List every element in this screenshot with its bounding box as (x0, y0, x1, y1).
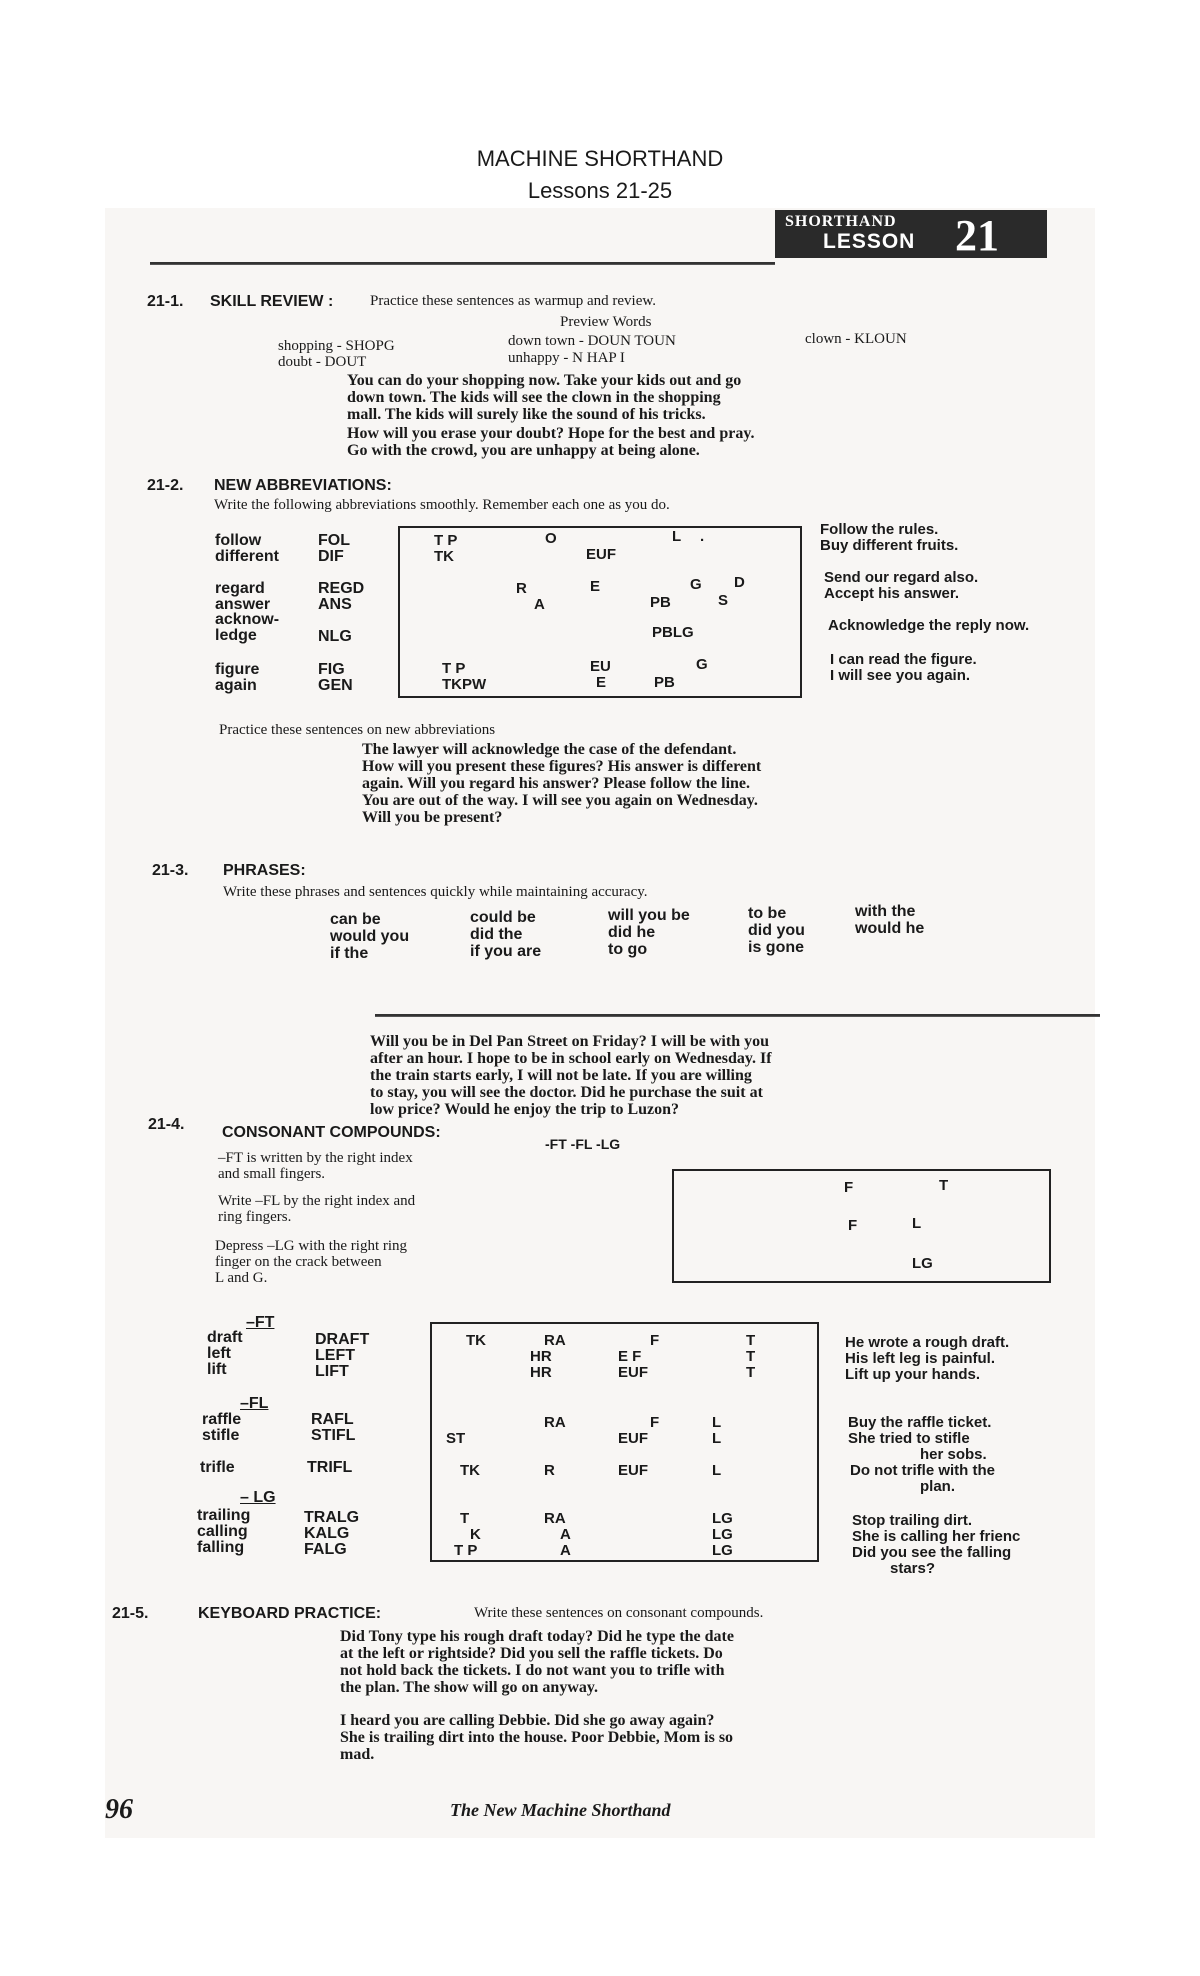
steno-key: F (650, 1332, 660, 1349)
steno-key: HR (530, 1348, 552, 1365)
phrase: could be (470, 909, 536, 926)
preview-word: down town - DOUN TOUN (508, 333, 676, 349)
compound-word: draft (207, 1329, 243, 1346)
abbr-outline: DIF (318, 548, 344, 565)
steno-key: G (690, 576, 702, 593)
phrase: will you be (608, 907, 690, 924)
steno-key: R (544, 1462, 555, 1479)
abbr-outline: FOL (318, 532, 350, 549)
compound-steno-box (430, 1322, 819, 1562)
abbr-word: acknow- ledge (215, 611, 280, 644)
compound-outline: TRALG (304, 1509, 360, 1526)
compound-outline: STIFL (311, 1427, 356, 1444)
compound-word: calling (197, 1523, 248, 1540)
abbr-outline: ANS (318, 596, 352, 613)
compound-outline: KALG (304, 1525, 350, 1542)
subheading-fl: –FL (240, 1395, 269, 1412)
phrase: to be (748, 905, 787, 922)
steno-key: PB (650, 594, 671, 611)
phrase: to go (608, 941, 648, 958)
compound-example: stars? (890, 1560, 936, 1577)
abbr-example: Buy different fruits. (820, 537, 959, 554)
steno-key: EUF (586, 546, 616, 563)
preview-word: clown - KLOUN (805, 331, 907, 347)
compound-outline: TRIFL (307, 1459, 353, 1476)
s5-paragraph-2: I heard you are calling Debbie. Did she go away again? She is trailing dirt into the house. Poor Debbie, Mom is so mad. (340, 1712, 734, 1763)
phrase: would he (855, 920, 925, 937)
abbr-word: different (215, 548, 279, 565)
abbr-example: Send our regard also. (824, 569, 979, 586)
compound-outline: RAFL (311, 1411, 354, 1428)
steno-key: EUF (618, 1462, 648, 1479)
steno-key: F (650, 1414, 660, 1431)
steno-key: T P (434, 532, 458, 549)
compound-word: trailing (197, 1507, 251, 1524)
compound-example: He wrote a rough draft. (845, 1334, 1010, 1351)
badge-number: 21 (955, 211, 999, 260)
compound-word: stifle (202, 1427, 240, 1444)
lesson-badge (775, 210, 1047, 258)
steno-key: T (746, 1348, 756, 1365)
abbr-example: Follow the rules. (820, 521, 939, 538)
steno-key: L (712, 1430, 722, 1447)
steno-key: EU (590, 658, 611, 675)
s2-instructions: Write the following abbreviations smoothly. Remember each one as you do. (214, 497, 670, 513)
compound-outline: DRAFT (315, 1331, 370, 1348)
s4-number: 21-4. (148, 1116, 185, 1133)
steno-key: TKPW (442, 676, 487, 693)
steno-key: A (534, 596, 545, 613)
steno-key: HR (530, 1364, 552, 1381)
compound-outline: LIFT (315, 1363, 349, 1380)
s2-number: 21-2. (147, 477, 184, 494)
compound-word: trifle (200, 1459, 235, 1476)
phrase: if the (330, 945, 369, 962)
steno-key: RA (544, 1332, 566, 1349)
phrase: did the (470, 926, 523, 943)
compound-example: plan. (920, 1478, 956, 1495)
steno-key: TK (434, 548, 454, 565)
compound-outline: FALG (304, 1541, 347, 1558)
compound-word: raffle (202, 1411, 242, 1428)
s3-instructions: Write these phrases and sentences quickly while maintaining accuracy. (223, 884, 648, 900)
steno-key: ST (446, 1430, 466, 1447)
compound-example: She tried to stifle (848, 1430, 970, 1447)
preview-word: shopping - SHOPG (278, 338, 395, 354)
s5-instructions: Write these sentences on consonant compounds. (474, 1605, 764, 1621)
steno-key: PBLG (652, 624, 694, 641)
preview-word: doubt - DOUT (278, 354, 367, 370)
document-subtitle: Lessons 21-25 (527, 178, 673, 203)
s2-practice-label: Practice these sentences on new abbreviations (219, 722, 496, 738)
mid-rule (375, 1014, 1100, 1017)
s1-heading: SKILL REVIEW : (210, 293, 334, 310)
compound-example: Did you see the falling (852, 1544, 1012, 1561)
steno-key: F (844, 1179, 854, 1196)
steno-key: L (712, 1462, 722, 1479)
phrase: if you are (470, 943, 542, 960)
s2-paragraph: The lawyer will acknowledge the case of the defendant. How will you present these figures? His answer is different again. Will you regard his answer? Please follow the line. You are out of the way. I will see you again on Wednesday. Will you be present? (362, 741, 762, 826)
steno-key: EUF (618, 1364, 648, 1381)
abbr-word: figure (215, 661, 260, 678)
abbr-example: I can read the figure. (830, 651, 977, 668)
steno-key: L (672, 528, 682, 545)
steno-key: RA (544, 1414, 566, 1431)
steno-key: RA (544, 1510, 566, 1527)
phrase: is gone (748, 939, 805, 956)
steno-key: EUF (618, 1430, 648, 1447)
steno-key: S (718, 592, 729, 609)
compound-key-box (672, 1169, 1051, 1283)
s4-codes: -FT -FL -LG (545, 1136, 621, 1152)
s5-heading: KEYBOARD PRACTICE: (198, 1605, 382, 1622)
abbr-word: answer (215, 596, 271, 613)
preview-word: unhappy - N HAP I (508, 350, 625, 366)
phrase: did he (608, 924, 656, 941)
compound-example: Lift up your hands. (845, 1366, 980, 1383)
compound-word: left (207, 1345, 231, 1362)
steno-key: K (470, 1526, 481, 1543)
compound-example: His left leg is painful. (845, 1350, 996, 1367)
top-rule (150, 262, 775, 265)
badge-line2: LESSON (823, 230, 916, 253)
steno-key: T P (454, 1542, 478, 1559)
steno-key: LG (712, 1510, 733, 1527)
s1-paragraph-2: How will you erase your doubt? Hope for the best and pray. Go with the crowd, you are unhappy at being alone. (347, 425, 755, 459)
abbr-word: again (215, 677, 257, 694)
steno-key: E (596, 674, 607, 691)
ft-description: –FT is written by the right index and small fingers. (218, 1150, 413, 1182)
compound-example: Buy the raffle ticket. (848, 1414, 992, 1431)
steno-key: LG (912, 1255, 933, 1272)
compound-word: lift (207, 1361, 227, 1378)
phrase: would you (330, 928, 410, 945)
document-title: MACHINE SHORTHAND (476, 146, 724, 171)
page-number: 96 (105, 1794, 133, 1825)
compound-example: her sobs. (920, 1446, 987, 1463)
steno-key: PB (654, 674, 675, 691)
abbr-example: Acknowledge the reply now. (828, 617, 1030, 634)
steno-key: T (939, 1177, 949, 1194)
steno-key: LG (712, 1542, 733, 1559)
s5-number: 21-5. (112, 1605, 149, 1622)
compound-example: Do not trifle with the (850, 1462, 995, 1479)
steno-key: F (848, 1217, 858, 1234)
abbr-example: Accept his answer. (824, 585, 960, 602)
subheading-lg: – LG (240, 1489, 276, 1506)
steno-key: LG (712, 1526, 733, 1543)
compound-outline: LEFT (315, 1347, 355, 1364)
phrase: did you (748, 922, 805, 939)
s1-instructions: Practice these sentences as warmup and review. (370, 293, 656, 309)
fl-description: Write –FL by the right index and ring fingers. (218, 1193, 416, 1225)
subheading-ft: –FT (246, 1314, 275, 1331)
steno-key: E F (618, 1348, 642, 1365)
s5-paragraph-1: Did Tony type his rough draft today? Did he type the date at the left or rightside? Did you sell the raffle tickets. Do not hold back the tickets. I do not want you to trifle with the plan. The show will go on anyway. (340, 1628, 734, 1696)
preview-title: Preview Words (560, 314, 652, 330)
badge-line1: SHORTHAND (785, 213, 897, 230)
steno-key: T (746, 1332, 756, 1349)
steno-key: D (734, 574, 745, 591)
s3-paragraph: Will you be in Del Pan Street on Friday? I will be with you after an hour. I hope to be in school early on Wednesday. If the train starts early, I will not be late. If you are willing to stay, you will see the doctor. Did he purchase the suit at low price? Would he enjoy the trip to Luzon? (370, 1033, 772, 1118)
phrase: with the (855, 903, 916, 920)
steno-key: L (912, 1215, 922, 1232)
s1-number: 21-1. (147, 293, 184, 310)
compound-example: Stop trailing dirt. (852, 1512, 972, 1529)
steno-key: O (545, 530, 557, 547)
abbr-example: I will see you again. (830, 667, 971, 684)
steno-key: A (560, 1542, 571, 1559)
lg-description: Depress –LG with the right ring finger on the crack between L and G. (215, 1238, 408, 1286)
steno-key: G (696, 656, 708, 673)
steno-key: E (590, 578, 601, 595)
steno-key: L (712, 1414, 722, 1431)
abbr-outline: REGD (318, 580, 365, 597)
steno-key: TK (460, 1462, 480, 1479)
abbr-word: regard (215, 580, 265, 597)
abbr-steno-box (398, 526, 802, 698)
s2-heading: NEW ABBREVIATIONS: (214, 477, 392, 494)
steno-key: T (460, 1510, 470, 1527)
steno-key: A (560, 1526, 571, 1543)
phrase: can be (330, 911, 381, 928)
steno-key: R (516, 580, 527, 597)
abbr-outline: FIG (318, 661, 345, 678)
abbr-outline: NLG (318, 628, 352, 645)
steno-key: . (700, 528, 705, 545)
s4-heading: CONSONANT COMPOUNDS: (222, 1124, 441, 1141)
steno-key: T P (442, 660, 466, 677)
book-title: The New Machine Shorthand (450, 1800, 671, 1820)
s3-number: 21-3. (152, 862, 189, 879)
compound-word: falling (197, 1539, 245, 1556)
abbr-word: follow (215, 532, 262, 549)
abbr-outline: GEN (318, 677, 353, 694)
s1-paragraph-1: You can do your shopping now. Take your kids out and go down town. The kids will see the clown in the shopping mall. The kids will surely like the sound of his tricks. (347, 372, 742, 423)
steno-key: T (746, 1364, 756, 1381)
compound-example: She is calling her frienc (852, 1528, 1021, 1545)
s3-heading: PHRASES: (223, 862, 306, 879)
steno-key: TK (466, 1332, 486, 1349)
